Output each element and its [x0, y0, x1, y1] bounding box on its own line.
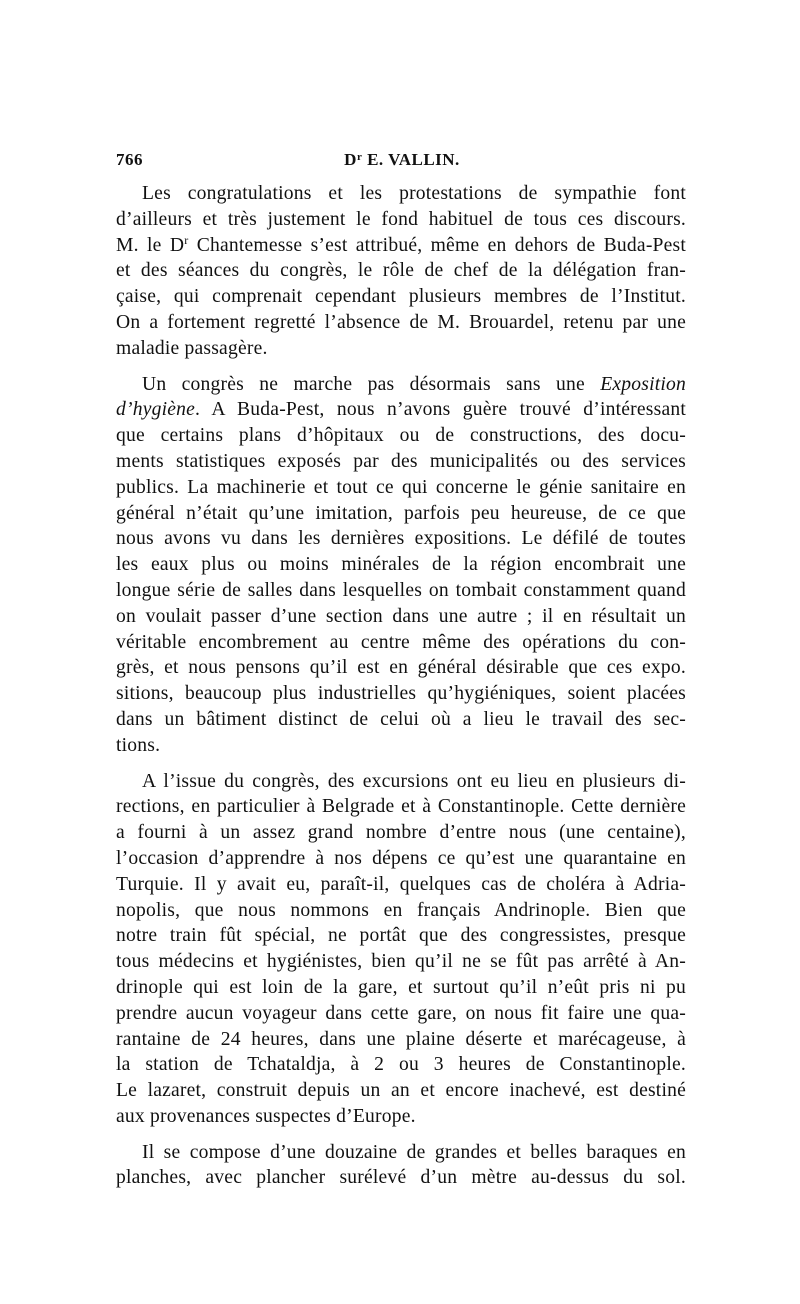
text-line: ments statistiques exposés par des municipalités ou des services: [116, 450, 686, 472]
running-head-author: [116, 150, 688, 170]
text-line: grès, et nous pensons qu’il est en général désirable que ces expo.: [116, 657, 686, 679]
text-line: rantaine de 24 heures, dans une plaine déserte et marécageuse, à: [116, 1028, 686, 1050]
text-line: Il se compose d’une douzaine de grandes et belles baraques en: [142, 1141, 686, 1163]
text-line: et des séances du congrès, le rôle de chef de la délégation fran-: [116, 260, 686, 282]
text-line: On a fortement regretté l’absence de M. Brouardel, retenu par une: [116, 311, 686, 333]
text-line: nopolis, que nous nommons en français Andrinople. Bien que: [116, 899, 686, 921]
text-line: l’occasion d’apprendre à nos dépens ce qu’est une quarantaine en: [116, 847, 686, 869]
text-line: tions.: [116, 734, 161, 756]
text-line: sitions, beaucoup plus industrielles qu’hygiéniques, soient placées: [116, 683, 686, 705]
text-line: les eaux plus ou moins minérales de la région encombrait une: [116, 554, 686, 576]
text-line: a fourni à un assez grand nombre d’entre nous (une centaine),: [116, 822, 686, 844]
text-line: çaise, qui comprenait cependant plusieurs membres de l’Institut.: [116, 286, 686, 308]
text-line: Les congratulations et les protestations de sympathie font: [142, 183, 686, 204]
paragraph-4: [116, 1140, 686, 1192]
text-line: Le lazaret, construit depuis un an et encore inachevé, est destiné: [116, 1080, 686, 1102]
paragraph-2: [116, 372, 686, 759]
text-line: maladie passagère.: [116, 337, 268, 359]
text-line: nous avons vu dans les dernières expositions. Le défilé de toutes: [116, 528, 686, 550]
text-line: notre train fût spécial, ne portât que des congressistes, presque: [116, 925, 686, 947]
text-line-with-italic: [116, 372, 686, 398]
text-fragment: . A Buda-Pest, nous n’avons guère trouvé d’intéressant: [195, 399, 686, 421]
text-line: drinople qui est loin de la gare, et surtout qu’il n’eût pris ni pu: [116, 976, 686, 998]
author-name: E. VALLIN.: [362, 150, 460, 169]
text-fragment: M. le D: [116, 234, 185, 256]
text-fragment: Chantemesse s’est attribué, même en dehors de Buda-Pest: [188, 234, 687, 256]
italic-term: Exposition: [600, 373, 686, 395]
text-sup: r: [184, 232, 189, 247]
text-line: on voulait passer d’une section dans une autre ; il en résultait un: [116, 605, 686, 627]
page-number: 766: [116, 150, 143, 169]
text-fragment: Un congrès ne marche pas désormais sans une: [142, 373, 601, 395]
text-line-with-sup: [116, 233, 686, 259]
text-line: la station de Tchataldja, à 2 ou 3 heures de Constantinople.: [116, 1054, 686, 1076]
text-line: aux provenances suspectes d’Europe.: [116, 1105, 416, 1127]
paragraph-1: [116, 181, 686, 362]
text-line: Turquie. Il y avait eu, paraît-il, quelques cas de choléra à Adria-: [116, 873, 686, 895]
author-prefix: D: [344, 150, 357, 169]
text-line: tous médecins et hygiénistes, bien qu’il ne se fût pas arrêté à An-: [116, 951, 686, 973]
text-line: que certains plans d’hôpitaux ou de constructions, des docu-: [116, 425, 686, 447]
running-head: [116, 150, 688, 174]
text-line: longue série de salles dans lesquelles on tombait constamment quand: [116, 579, 686, 601]
text-line: A l’issue du congrès, des excursions ont eu lieu en plusieurs di-: [142, 770, 686, 792]
text-line: prendre aucun voyageur dans cette gare, on nous fit faire une qua-: [116, 1002, 686, 1024]
text-line-with-italic: [116, 397, 686, 423]
text-line: planches, avec plancher surélevé d’un mètre au-dessus du sol.: [116, 1167, 686, 1189]
text-line: véritable encombrement au centre même des opérations du con-: [116, 631, 686, 653]
text-line: d’ailleurs et très justement le fond habituel de tous ces discours.: [116, 208, 686, 230]
text-line: général n’était qu’une imitation, parfois peu heureuse, de ce que: [116, 502, 686, 524]
body-text: [116, 181, 686, 1201]
author-sup: r: [356, 151, 363, 163]
paragraph-3: [116, 769, 686, 1130]
text-line: rections, en particulier à Belgrade et à Constantinople. Cette dernière: [116, 796, 686, 818]
text-line: publics. La machinerie et tout ce qui concerne le génie sanitaire en: [116, 476, 686, 498]
italic-term: d’hygiène: [116, 399, 196, 421]
text-line: dans un bâtiment distinct de celui où a lieu le travail des sec-: [116, 708, 686, 730]
